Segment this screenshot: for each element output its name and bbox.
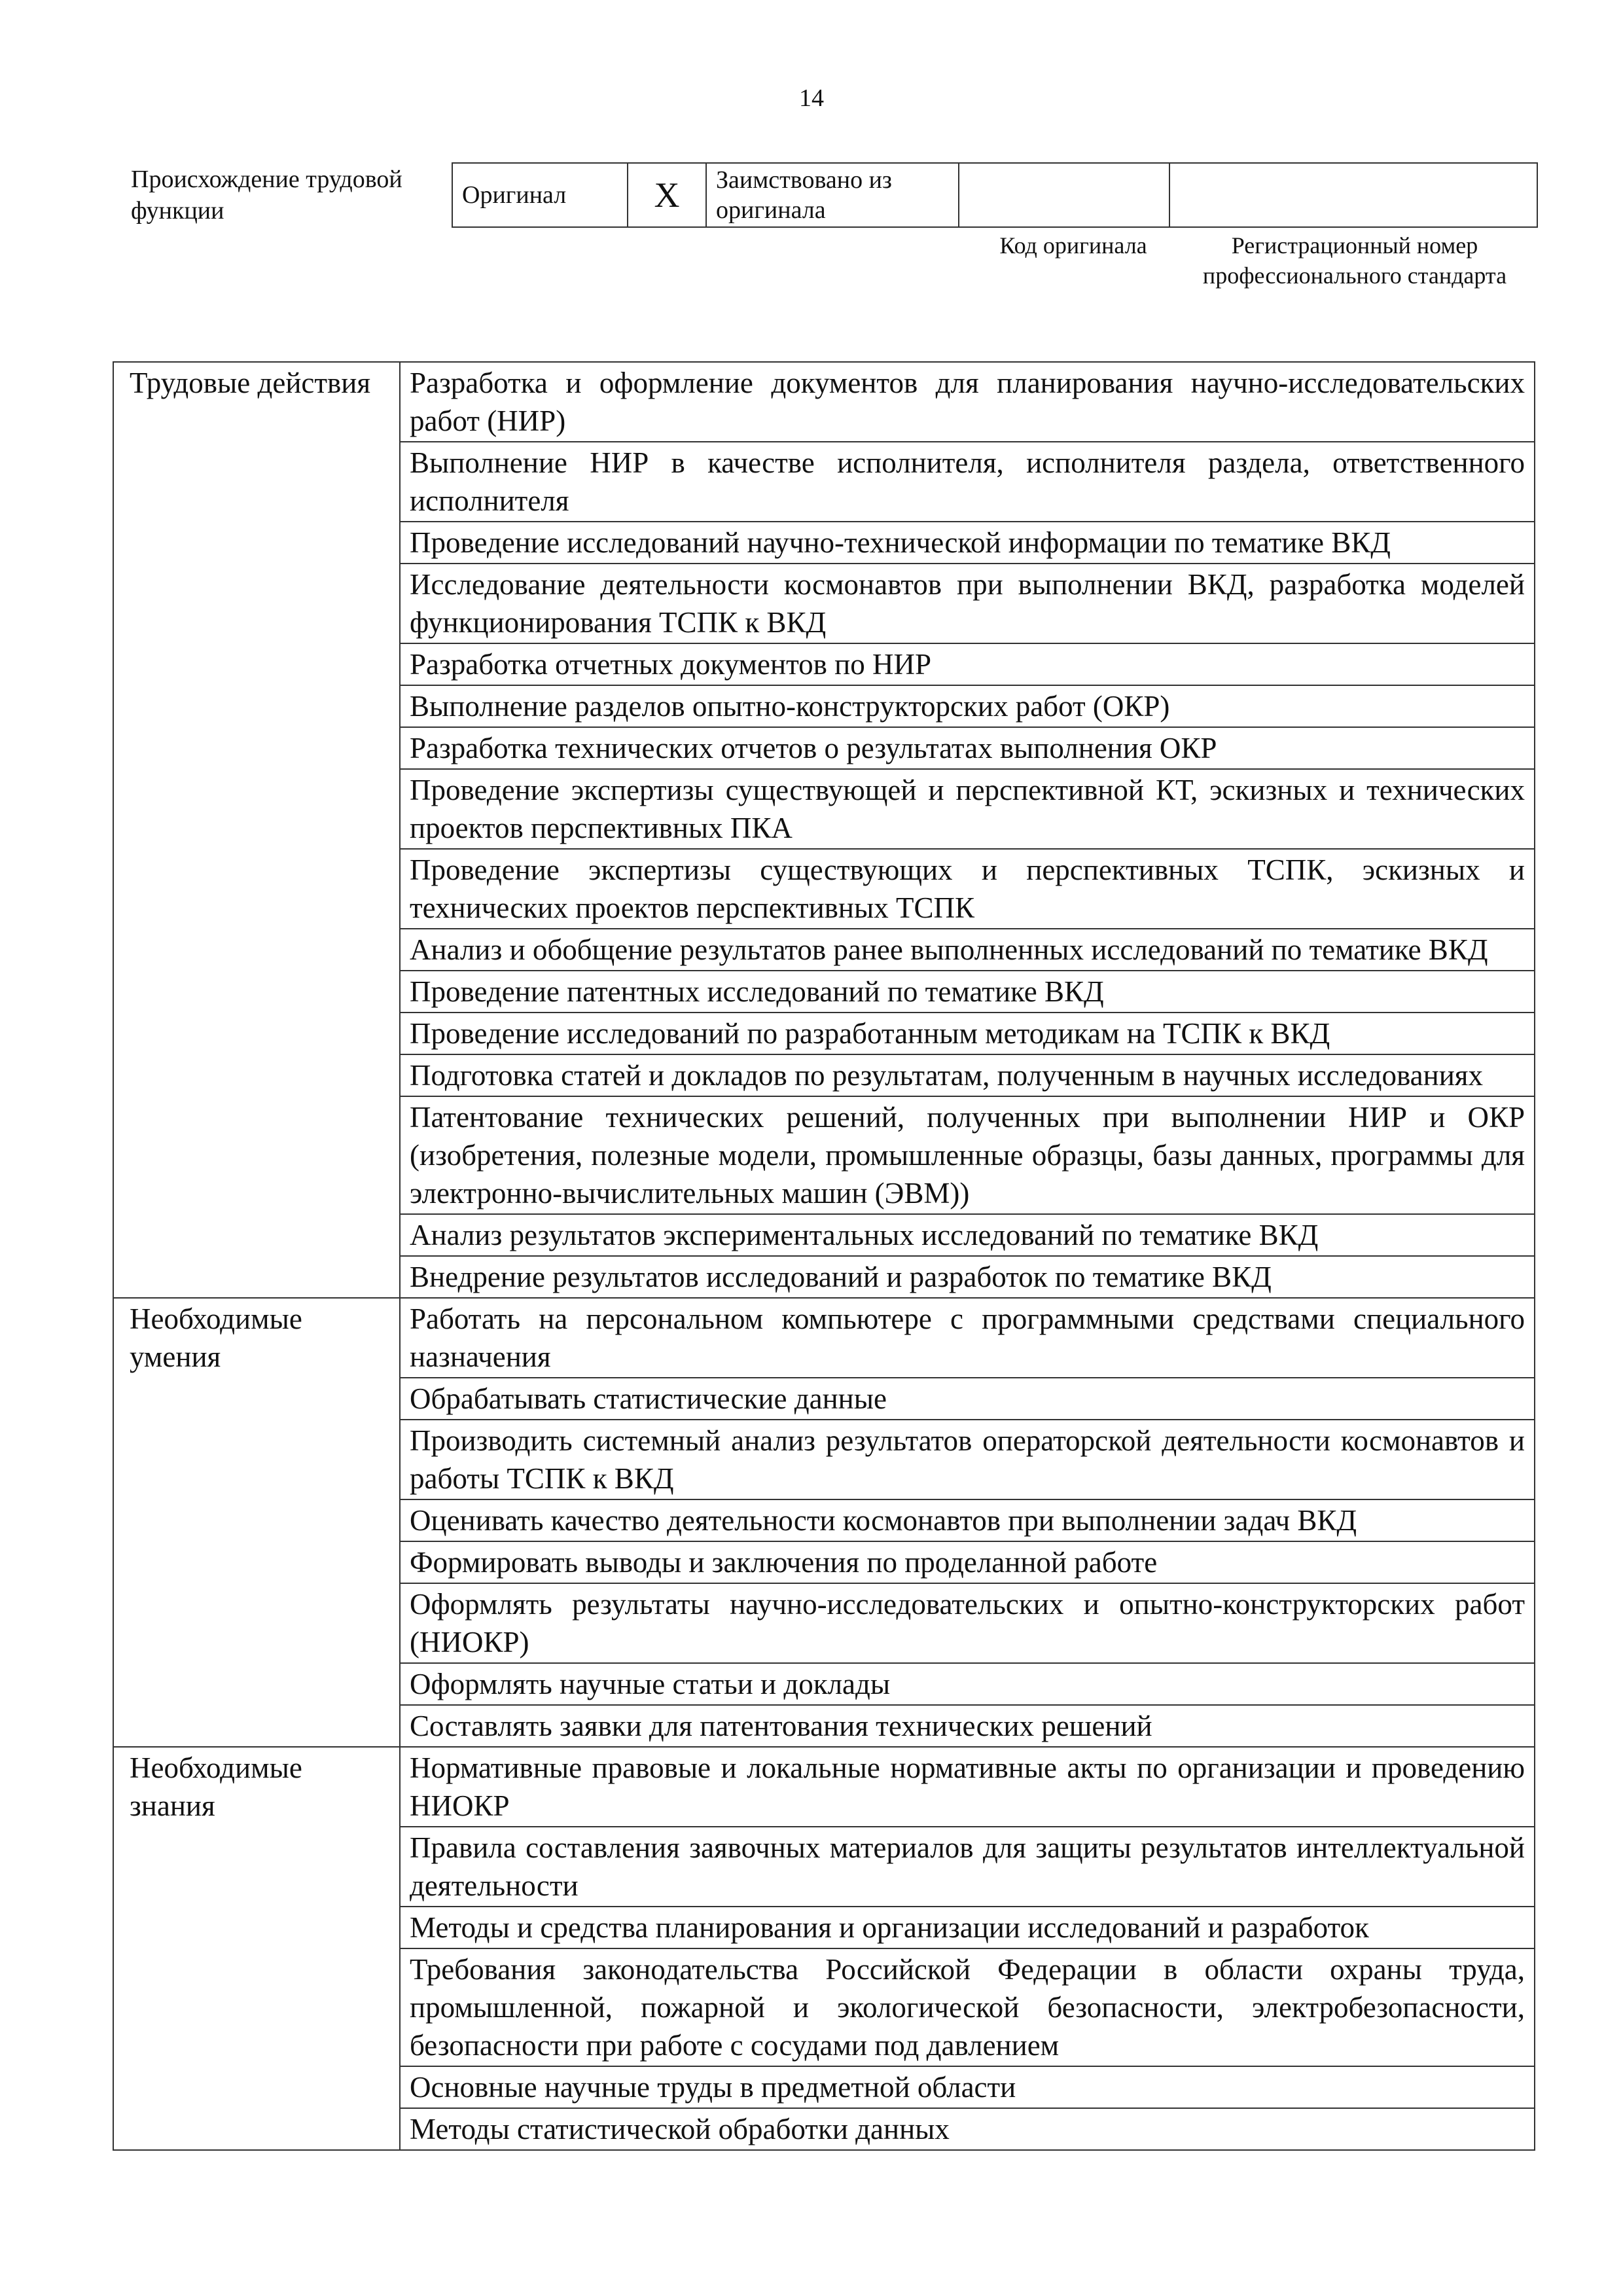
list-item: Проведение экспертизы существующей и перспективной КТ, эскизных и технических проектов перспективных ПКА [400, 769, 1535, 849]
list-item: Подготовка статей и докладов по результатам, полученным в научных исследованиях [400, 1054, 1535, 1096]
list-item: Проведение патентных исследований по тематике ВКД [400, 971, 1535, 1013]
list-item: Работать на персональном компьютере с программными средствами специального назначения [400, 1298, 1535, 1378]
list-item: Проведение экспертизы существующих и перспективных ТСПК, эскизных и технических проектов перспективных ТСПК [400, 849, 1535, 929]
table-row [113, 1298, 1535, 1378]
origin-table [452, 162, 1538, 228]
table-row [113, 1747, 1535, 1827]
original-code-caption: Код оригинала [999, 232, 1147, 259]
list-item: Оформлять научные статьи и доклады [400, 1663, 1535, 1705]
section-title-required-knowledge: Необходимые знания [113, 1747, 400, 2150]
list-item: Формировать выводы и заключения по проделанной работе [400, 1541, 1535, 1583]
borrowed-cell: Заимствовано из оригинала [706, 163, 959, 227]
origin-label: Происхождение трудовой функции [131, 166, 402, 224]
list-item: Производить системный анализ результатов операторской деятельности космонавтов и работы ТСПК к ВКД [400, 1420, 1535, 1499]
list-item: Анализ результатов экспериментальных исследований по тематике ВКД [400, 1214, 1535, 1256]
list-item: Оценивать качество деятельности космонавтов при выполнении задач ВКД [400, 1499, 1535, 1541]
list-item: Проведение исследований научно-технической информации по тематике ВКД [400, 522, 1535, 564]
list-item: Выполнение НИР в качестве исполнителя, исполнителя раздела, ответственного исполнителя [400, 442, 1535, 522]
registration-number-caption: Регистрационный номер профессионального стандарта [1202, 232, 1507, 289]
page-number: 14 [799, 84, 824, 112]
list-item: Разработка технических отчетов о результатах выполнения ОКР [400, 727, 1535, 769]
registration-number-cell [1169, 163, 1537, 227]
list-item: Разработка и оформление документов для планирования научно-исследовательских работ (НИР) [400, 362, 1535, 442]
list-item: Анализ и обобщение результатов ранее выполненных исследований по тематике ВКД [400, 929, 1535, 971]
list-item: Выполнение разделов опытно-конструкторских работ (ОКР) [400, 685, 1535, 727]
list-item: Составлять заявки для патентования технических решений [400, 1705, 1535, 1747]
list-item: Методы и средства планирования и организации исследований и разработок [400, 1907, 1535, 1948]
list-item: Внедрение результатов исследований и разработок по тематике ВКД [400, 1256, 1535, 1298]
list-item: Основные научные труды в предметной области [400, 2066, 1535, 2108]
list-item: Нормативные правовые и локальные нормативные акты по организации и проведению НИОКР [400, 1747, 1535, 1827]
original-mark: X [628, 163, 706, 227]
section-title-required-skills: Необходимые умения [113, 1298, 400, 1747]
table-row [113, 362, 1535, 442]
list-item: Оформлять результаты научно-исследовательских и опытно-конструкторских работ (НИОКР) [400, 1583, 1535, 1663]
original-code-cell [959, 163, 1169, 227]
list-item: Методы статистической обработки данных [400, 2108, 1535, 2150]
list-item: Правила составления заявочных материалов для защиты результатов интеллектуальной деятельности [400, 1827, 1535, 1907]
list-item: Патентование технических решений, полученных при выполнении НИР и ОКР (изобретения, полезные модели, промышленные образцы, базы данных, программы для электронно-вычислительных машин (ЭВМ)) [400, 1096, 1535, 1214]
labor-function-table [113, 361, 1535, 2151]
original-cell: Оригинал [452, 163, 628, 227]
list-item: Исследование деятельности космонавтов при выполнении ВКД, разработка моделей функционирования ТСПК к ВКД [400, 564, 1535, 643]
list-item: Разработка отчетных документов по НИР [400, 643, 1535, 685]
list-item: Обрабатывать статистические данные [400, 1378, 1535, 1420]
section-title-labor-actions: Трудовые действия [113, 362, 400, 1298]
list-item: Проведение исследований по разработанным методикам на ТСПК к ВКД [400, 1013, 1535, 1054]
list-item: Требования законодательства Российской Федерации в области охраны труда, промышленной, пожарной и экологической безопасности, электробезопасности, безопасности при работе с сосудами под давлением [400, 1948, 1535, 2066]
